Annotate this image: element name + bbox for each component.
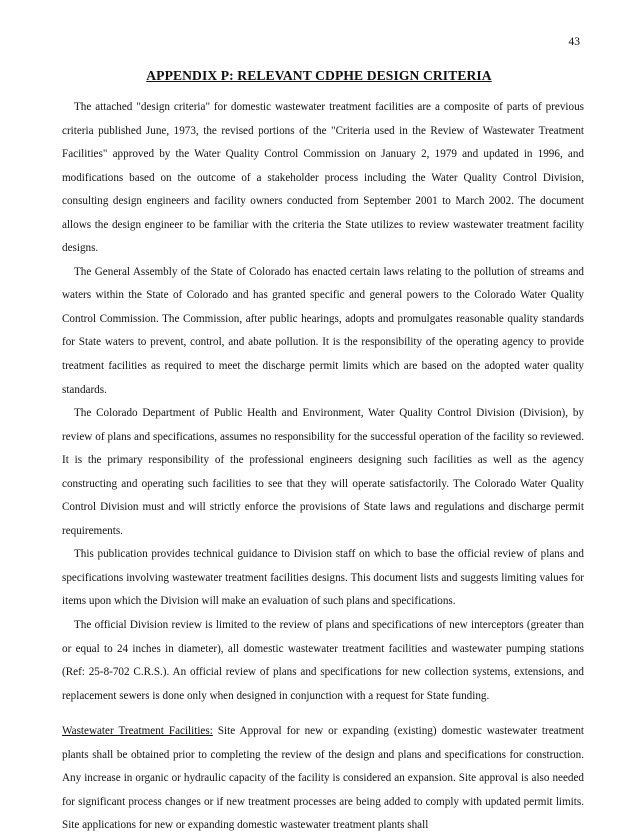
- paragraph-official-review: The official Division review is limited to the review of plans and specifications of new interceptors (greater than or equal to 24 inches in diameter), all domestic wastewater treatment facilities and wastewater pumping stations (Ref: 25-8-702 C.R.S.). An official review of plans and specifications for new collection systems, extensions, and replacement sewers is done only when designed in conjunction with a request for State funding.: [62, 619, 584, 702]
- paragraph-cdphe-responsibility: The Colorado Department of Public Health and Environment, Water Quality Control Division (Division), by review of plans and specifications, assumes no responsibility for the successful operation of the facility so reviewed. It is the primary responsibility of the professional engineers designing such facilities as well as the agency constructing and operating such facilities to see that they will operate satisfactorily. The Colorado Water Quality Control Division must and will strictly enforce the provisions of State laws and regulations and discharge permit requirements.: [62, 407, 584, 537]
- section-text: Site Approval for new or expanding (existing) domestic wastewater treatment plants shall be obtained prior to completing the review of the design and plans and specifications for construction. Any increase in organic or hydraulic capacity of the facility is considered an expansion. Site approval is also needed for significant process changes or if new treatment processes are being added to comply with updated permit limits. Site applications for new or expanding domestic wastewater treatment plants shall: [62, 725, 584, 832]
- paragraph-general-assembly: The General Assembly of the State of Colorado has enacted certain laws relating to the pollution of streams and waters within the State of Colorado and has granted specific and general powers to the Colorado Water Quality Control Commission. The Commission, after public hearings, adopts and promulgates reasonable quality standards for State waters to prevent, control, and abate pollution. It is the responsibility of the operating agency to provide treatment facilities as required to meet the discharge permit limits which are based on the adopted water quality standards.: [62, 265, 584, 396]
- document-body: [62, 96, 584, 838]
- section-wastewater-treatment-facilities: [62, 720, 584, 838]
- paragraph-publication-guidance: This publication provides technical guidance to Division staff on which to base the official review of plans and specifications involving wastewater treatment facilities designs. This document lists and suggests limiting values for items upon which the Division will make an evaluation of such plans and specifications.: [62, 548, 584, 608]
- section-heading: Wastewater Treatment Facilities:: [62, 725, 213, 738]
- page-title: APPENDIX P: RELEVANT CDPHE DESIGN CRITERIA: [146, 68, 492, 83]
- paragraph-design-criteria: The attached "design criteria" for domestic wastewater treatment facilities are a composite of parts of previous criteria published June, 1973, the revised portions of the "Criteria used in the Review of Wastewater Treatment Facilities" approved by the Water Quality Control Commission on January 2, 1979 and updated in 1996, and modifications based on the outcome of a stakeholder process including the Water Quality Control Division, consulting design engineers and facility owners conducted from September 2001 to March 2002. The document allows the design engineer to be familiar with the criteria the State utilizes to review wastewater treatment facility designs.: [62, 101, 584, 255]
- page-number: 43: [568, 36, 580, 48]
